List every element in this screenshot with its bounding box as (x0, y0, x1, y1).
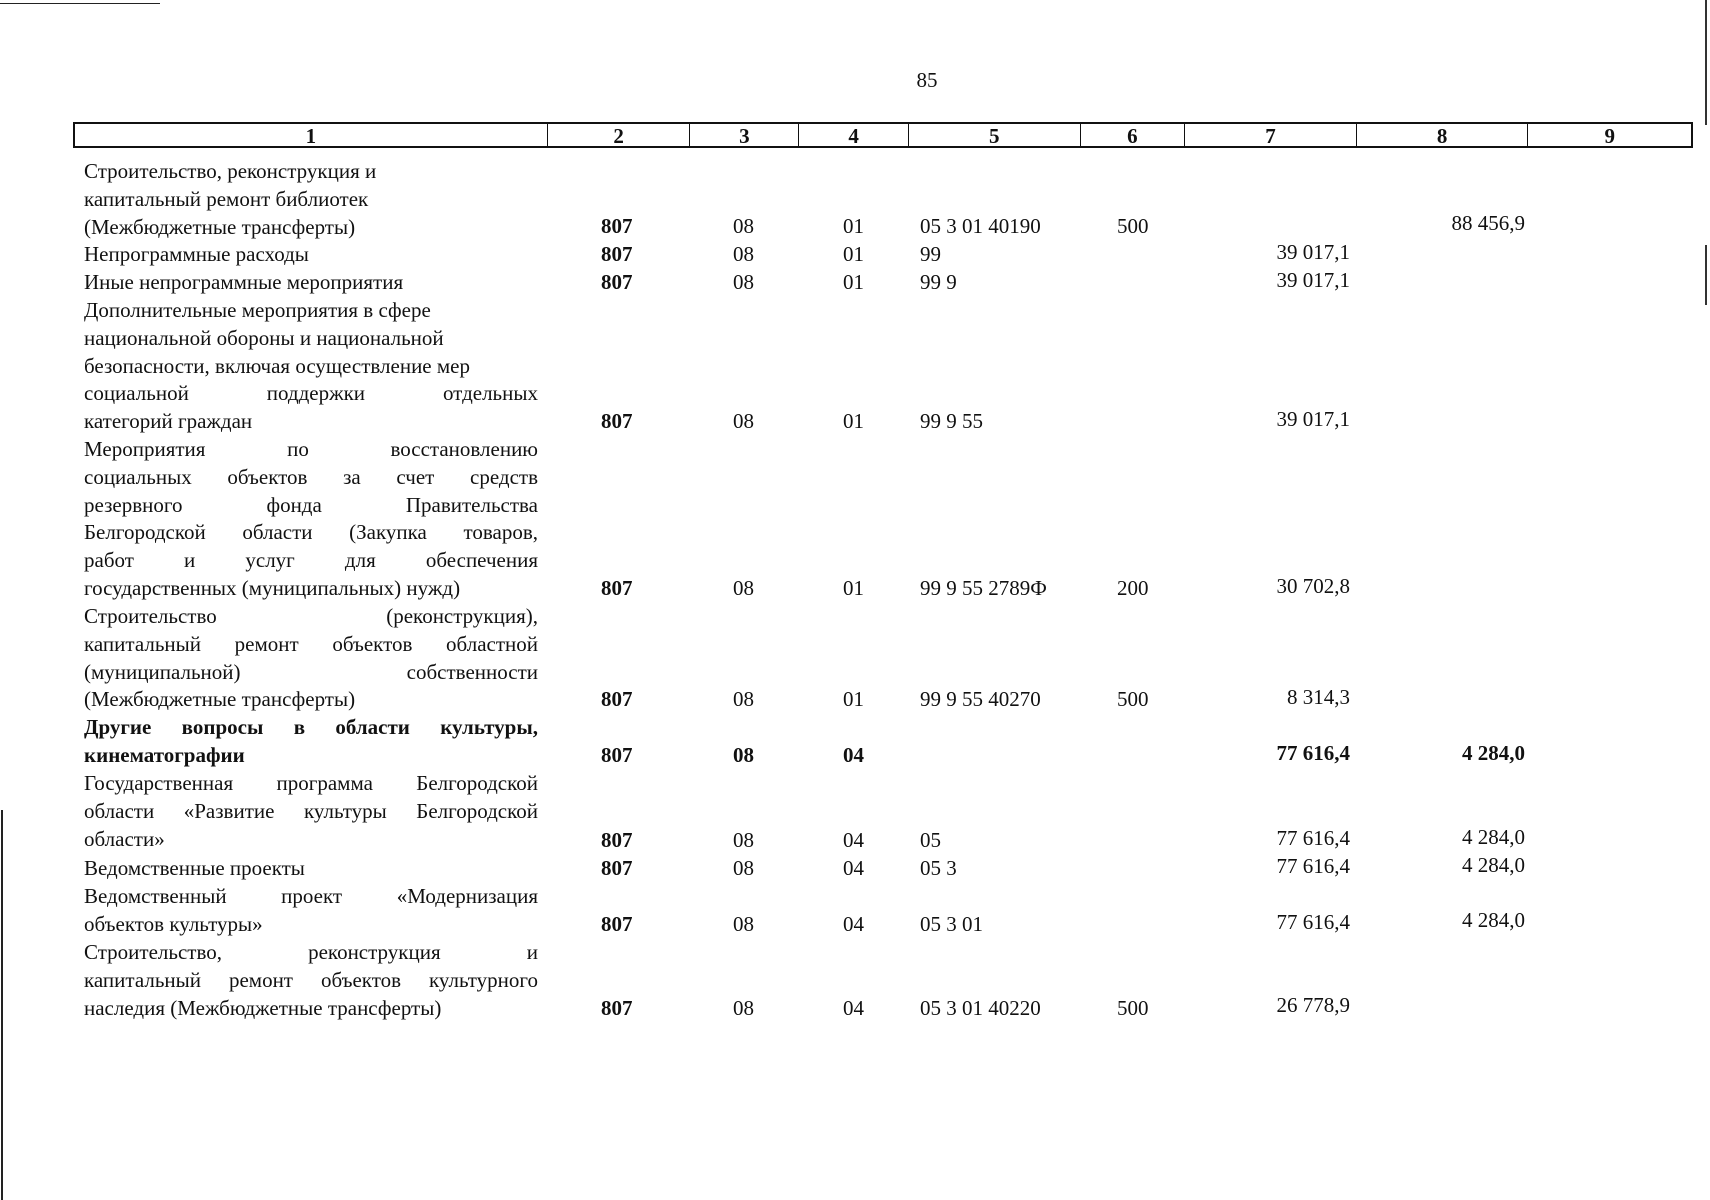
cell-amount-7: 39 017,1 (1276, 407, 1350, 432)
description-line: области «Развитие культуры Белгородской (84, 798, 538, 823)
description-line: Строительство, реконструкция и (84, 940, 538, 964)
column-header: 7 (1185, 124, 1357, 146)
description-line: капитальный ремонт объектов областной (84, 631, 538, 656)
cell-subsection-code: 04 (843, 828, 864, 853)
cell-ministry-code: 807 (601, 242, 633, 267)
cell-target-code: 99 9 (920, 270, 957, 295)
description-line: Строительство, реконструкция и (84, 159, 377, 183)
cell-section-code: 08 (733, 828, 754, 853)
cell-amount-7: 77 616,4 (1276, 826, 1350, 851)
table-row (0, 770, 1710, 855)
row-description (84, 436, 538, 603)
cell-section-code: 08 (733, 409, 754, 434)
cell-section-code: 08 (733, 743, 754, 768)
description-line: Другие вопросы в области культуры, (84, 715, 538, 739)
row-description (84, 603, 538, 714)
column-header: 6 (1081, 124, 1186, 146)
cell-target-code: 05 (920, 828, 941, 853)
column-header: 2 (548, 124, 691, 146)
cell-amount-8: 4 284,0 (1462, 741, 1525, 766)
cell-target-code: 99 (920, 242, 941, 267)
cell-expense-type: 500 (1117, 996, 1149, 1021)
cell-ministry-code: 807 (601, 576, 633, 601)
cell-amount-7: 39 017,1 (1276, 240, 1350, 265)
description-line: Государственная программа Белгородской (84, 771, 538, 795)
table-row (0, 603, 1710, 714)
column-header: 3 (690, 124, 799, 146)
description-line: (Межбюджетные трансферты) (84, 687, 356, 712)
description-line: Мероприятия по восстановлению (84, 437, 538, 461)
row-description (84, 297, 538, 436)
row-description (84, 770, 538, 853)
table-header (73, 122, 1693, 148)
description-line: капитальный ремонт объектов культурного (84, 967, 538, 992)
row-description (84, 158, 538, 241)
description-line: объектов культуры» (84, 911, 263, 936)
cell-ministry-code: 807 (601, 828, 633, 853)
cell-amount-8: 4 284,0 (1462, 853, 1525, 878)
cell-subsection-code: 04 (843, 996, 864, 1021)
description-line: Ведомственный проект «Модернизация (84, 884, 538, 908)
cell-subsection-code: 01 (843, 242, 864, 267)
table-row (0, 297, 1710, 436)
cell-target-code: 99 9 55 2789Ф (920, 576, 1047, 601)
description-line: Иные непрограммные мероприятия (84, 270, 404, 294)
cell-target-code: 05 3 (920, 856, 957, 881)
table-row (0, 939, 1710, 1023)
table-row (0, 883, 1710, 939)
page-number: 85 (916, 68, 938, 92)
table-row (0, 714, 1710, 770)
cell-section-code: 08 (733, 912, 754, 937)
cell-subsection-code: 01 (843, 270, 864, 295)
cell-subsection-code: 01 (843, 687, 864, 712)
cell-target-code: 05 3 01 (920, 912, 983, 937)
cell-ministry-code: 807 (601, 856, 633, 881)
description-line: наследия (Межбюджетные трансферты) (84, 995, 442, 1020)
description-line: работ и услуг для обеспечения (84, 548, 538, 573)
cell-target-code: 05 3 01 40220 (920, 996, 1041, 1021)
description-line: (Межбюджетные трансферты) (84, 214, 356, 239)
cell-section-code: 08 (733, 242, 754, 267)
description-line: Непрограммные расходы (84, 242, 309, 266)
cell-amount-7: 30 702,8 (1276, 574, 1350, 599)
cell-expense-type: 500 (1117, 214, 1149, 239)
cell-amount-7: 77 616,4 (1276, 854, 1350, 879)
description-line: социальных объектов за счет средств (84, 464, 538, 489)
cell-subsection-code: 04 (843, 856, 864, 881)
scan-artifact-edge (1705, 0, 1707, 125)
cell-expense-type: 500 (1117, 687, 1149, 712)
row-description (84, 883, 538, 939)
cell-section-code: 08 (733, 270, 754, 295)
table-row (0, 855, 1710, 883)
column-header: 4 (799, 124, 909, 146)
cell-target-code: 99 9 55 (920, 409, 983, 434)
row-description (84, 939, 538, 1022)
cell-section-code: 08 (733, 214, 754, 239)
cell-target-code: 05 3 01 40190 (920, 214, 1041, 239)
cell-amount-7: 39 017,1 (1276, 268, 1350, 293)
description-line: Строительство (реконструкция), (84, 604, 538, 628)
description-line: государственных (муниципальных) нужд) (84, 575, 461, 600)
cell-ministry-code: 807 (601, 743, 633, 768)
cell-subsection-code: 04 (843, 743, 864, 768)
cell-subsection-code: 01 (843, 214, 864, 239)
row-description (84, 269, 538, 297)
column-header: 8 (1357, 124, 1529, 146)
description-line: национальной обороны и национальной (84, 325, 444, 350)
cell-target-code: 99 9 55 40270 (920, 687, 1041, 712)
row-description (84, 241, 538, 269)
cell-section-code: 08 (733, 687, 754, 712)
cell-ministry-code: 807 (601, 270, 633, 295)
column-header: 9 (1604, 124, 1615, 148)
cell-subsection-code: 01 (843, 576, 864, 601)
cell-ministry-code: 807 (601, 409, 633, 434)
table-row (0, 158, 1710, 241)
cell-amount-8: 4 284,0 (1462, 908, 1525, 933)
cell-amount-8: 4 284,0 (1462, 825, 1525, 850)
description-line: капитальный ремонт библиотек (84, 186, 369, 211)
cell-amount-8: 88 456,9 (1451, 211, 1525, 236)
description-line: Дополнительные мероприятия в сфере (84, 298, 431, 322)
cell-ministry-code: 807 (601, 687, 633, 712)
cell-subsection-code: 04 (843, 912, 864, 937)
description-line: социальной поддержки отдельных (84, 381, 538, 406)
cell-ministry-code: 807 (601, 996, 633, 1021)
cell-expense-type: 200 (1117, 576, 1149, 601)
table-row (0, 241, 1710, 269)
description-line: (муниципальной) собственности (84, 659, 538, 684)
cell-amount-7: 8 314,3 (1287, 685, 1350, 710)
row-description (84, 714, 538, 770)
cell-section-code: 08 (733, 996, 754, 1021)
cell-section-code: 08 (733, 576, 754, 601)
cell-amount-7: 77 616,4 (1276, 741, 1350, 766)
description-line: категорий граждан (84, 409, 253, 434)
column-header: 1 (75, 124, 548, 146)
cell-section-code: 08 (733, 856, 754, 881)
cell-ministry-code: 807 (601, 912, 633, 937)
cell-ministry-code: 807 (601, 214, 633, 239)
description-line: Белгородской области (Закупка товаров, (84, 520, 538, 545)
description-line: Ведомственные проекты (84, 856, 305, 880)
cell-amount-7: 77 616,4 (1276, 910, 1350, 935)
cell-amount-7: 26 778,9 (1276, 993, 1350, 1018)
column-header: 5 (909, 124, 1081, 146)
table-row (0, 269, 1710, 297)
table-row (0, 436, 1710, 603)
description-line: кинематографии (84, 742, 245, 767)
cell-subsection-code: 01 (843, 409, 864, 434)
description-line: резервного фонда Правительства (84, 492, 538, 517)
row-description (84, 855, 538, 883)
description-line: области» (84, 826, 165, 851)
description-line: безопасности, включая осуществление мер (84, 353, 470, 378)
scan-artifact-line (0, 3, 160, 4)
